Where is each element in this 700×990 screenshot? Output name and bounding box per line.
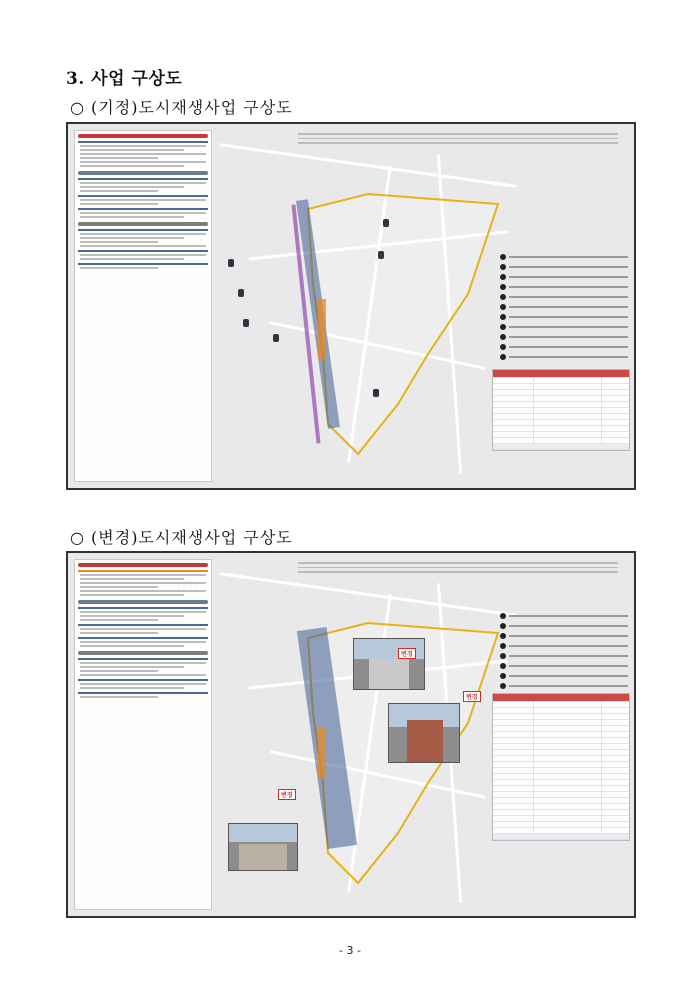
lp-bar bbox=[78, 263, 208, 265]
map-label-7 bbox=[373, 389, 379, 397]
existing-left-panel bbox=[74, 130, 212, 482]
map-label-6 bbox=[378, 251, 384, 259]
map-label-2 bbox=[238, 289, 244, 297]
lp-bar bbox=[78, 607, 208, 609]
lp-bar bbox=[78, 637, 208, 639]
map-label-5 bbox=[383, 219, 389, 227]
existing-project-table bbox=[492, 369, 630, 451]
photo-building-1 bbox=[353, 638, 425, 690]
changed-project-table bbox=[492, 693, 630, 841]
map-label-3 bbox=[243, 319, 249, 327]
route-orange bbox=[318, 299, 326, 359]
lp-head bbox=[78, 171, 208, 175]
existing-plan-header bbox=[288, 130, 628, 147]
existing-plan-image bbox=[66, 122, 636, 490]
change-tag: 변경 bbox=[278, 789, 296, 800]
lp-bar bbox=[78, 679, 208, 681]
route-orange bbox=[318, 728, 326, 778]
lp-head bbox=[78, 651, 208, 655]
lp-head bbox=[78, 563, 208, 567]
map-label-4 bbox=[273, 334, 279, 342]
lp-bar bbox=[78, 195, 208, 197]
lp-bar bbox=[78, 658, 208, 660]
changed-left-panel bbox=[74, 559, 212, 910]
change-tag: 변경 bbox=[398, 648, 416, 659]
photo-building-2 bbox=[388, 703, 460, 763]
section-title: 3. 사업 구상도 bbox=[66, 69, 183, 89]
lp-head bbox=[78, 222, 208, 226]
lp-bar bbox=[78, 229, 208, 231]
page-number: - 3 - bbox=[339, 944, 361, 957]
change-tag: 변경 bbox=[463, 691, 481, 702]
changed-plan-title: ○ (변경)도시재생사업 구상도 bbox=[70, 528, 293, 547]
existing-plan-title: ○ (기정)도시재생사업 구상도 bbox=[70, 98, 293, 117]
lp-bar bbox=[78, 250, 208, 252]
existing-legend bbox=[500, 254, 628, 364]
lp-head bbox=[78, 600, 208, 604]
lp-bar bbox=[78, 178, 208, 180]
changed-plan-image bbox=[66, 551, 636, 918]
photo-building-3 bbox=[228, 823, 298, 871]
changed-plan-header bbox=[288, 559, 628, 576]
lp-bar bbox=[78, 141, 208, 143]
map-label-1 bbox=[228, 259, 234, 267]
lp-bar bbox=[78, 624, 208, 626]
lp-bar bbox=[78, 692, 208, 694]
lp-head bbox=[78, 134, 208, 138]
lp-bar bbox=[78, 570, 208, 572]
lp-bar bbox=[78, 208, 208, 210]
